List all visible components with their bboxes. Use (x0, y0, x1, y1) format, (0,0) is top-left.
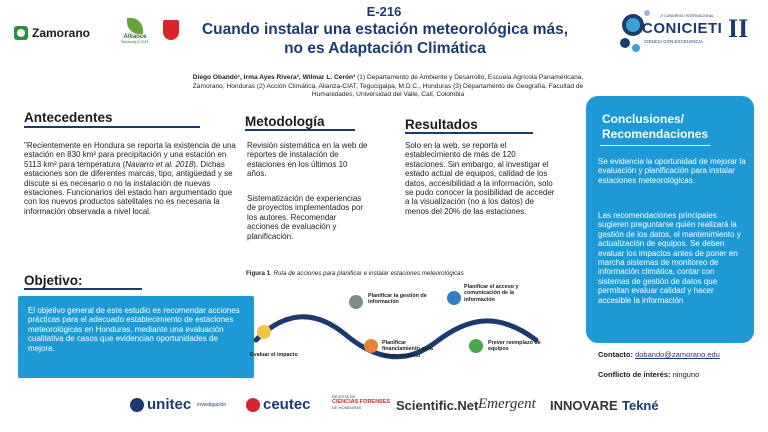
step-marker-4 (469, 339, 483, 353)
zamorano-logo (14, 26, 90, 40)
objetivo-text: El objetivo general de este estudio es recomendar acciones prácticas para el adecuado establecimiento de estaciones meteorológicas en Honduras, mediante una evaluación cualitativa de casos que evidencian oportunidades de mejora. (28, 306, 240, 353)
figure-caption (246, 270, 576, 277)
innovare-text: INNOVARE (550, 398, 618, 413)
ceutec-mark-icon (246, 398, 260, 412)
contact-label: Contacto: (598, 350, 636, 359)
tekne-text: Tekné (622, 398, 659, 413)
metodologia-paragraph-1: Revisión sistemática en la web de reportes de instalación de estaciones en los últimos 10 años. (247, 141, 368, 179)
authors-block (178, 74, 598, 100)
leaf-icon (127, 18, 143, 34)
step-label-2: Planificar financiamiento para mantenimiento (382, 340, 433, 359)
title-line-2: no es Adaptación Climática (284, 40, 486, 57)
conicieti-numeral: II (728, 14, 749, 43)
conclusiones-underline (600, 145, 710, 146)
bubble-icon (626, 18, 640, 32)
zamorano-mark-icon (14, 26, 28, 40)
step-label-4: Prever reemplazo de equipos (488, 340, 541, 353)
metodologia-heading: Metodología (245, 114, 355, 131)
zamorano-logo-text: Zamorano (32, 26, 91, 40)
bubble-icon (632, 44, 640, 52)
step-marker-3 (349, 295, 363, 309)
author-affiliations: (1) Departamento de Ambiente y Desarrollo, Escuela Agrícola Panamericana, Zamorano, Honduras (2) Acción Climática, Alianza-CIAT, Tegucigalpa, M.D.C., Honduras (3) Departamento de Geografía, Facultad de Humanidades, Universidad del Valle, Cali, Colombia (192, 74, 584, 99)
revista-logo (332, 394, 390, 410)
emergent-logo (478, 396, 536, 413)
resultados-text: Solo en la web, se reporta el establecimiento de más de 120 estaciones. Sin embargo, al investigar el estado actual de equipos, calidad de los datos, accesibilidad a la información, solo se pudo conocer la posibilidad de acceder a la visualización (no a los datos) de menos del 20% de las estaciones. (405, 141, 555, 216)
author-names: Diego Obando¹, Irma Ayes Rivera², Wilmar L. Cerón³ (192, 74, 356, 81)
bubble-icon (620, 38, 630, 48)
conicieti-name: CONICIETI (642, 20, 723, 37)
step-marker-1 (257, 325, 271, 339)
title-line-1: Cuando instalar una estación meteorológica más, (201, 21, 569, 38)
objetivo-box (18, 296, 254, 378)
conclusiones-paragraph-1: Se evidencia la oportunidad de mejorar la evaluación y planificación para instalar estaciones meteorológicas. (598, 157, 746, 185)
investigacion-text: investigación (197, 401, 227, 408)
step-label-5: Planificar el acceso y comunicación de la información (464, 284, 519, 303)
contact-email-link[interactable]: dobando@zamorano.edu (635, 350, 720, 359)
poster-code: E-216 (366, 4, 402, 19)
metodologia-paragraph-2: Sistematización de experiencias de proyectos implementados por los autores. Recomendar acciones de evaluación y planificación. (247, 194, 364, 241)
conclusiones-paragraph-2: Las recomendaciones principales sugieren preguntarse quién realizará la gestión de los datos, el mantenimiento y actualización de equipos. Se deben evaluar los impactos antes de poner en marcha sistemas de monitoreo de información climática, contar con sistemas de gestión de datos que permitan evaluar calidad y hacer accesible la información (598, 211, 741, 305)
antecedentes-citation: Navarro et al. 2018 (125, 159, 194, 169)
conicieti-logo (620, 8, 760, 58)
objetivo-heading: Objetivo: (24, 273, 142, 290)
innovare-logo (550, 398, 618, 413)
ceutec-logo (246, 396, 311, 413)
conclusiones-heading: Conclusiones/ Recomendaciones (602, 112, 709, 141)
resultados-heading: Resultados (405, 117, 533, 134)
step-label-3: Planificar la gestión de información (368, 293, 427, 306)
bubble-icon (644, 10, 650, 16)
unitec-mark-icon (130, 398, 144, 412)
antecedentes-heading: Antecedentes (24, 110, 200, 128)
conicieti-top-text: 2º CONGRESO INTERNACIONAL (660, 14, 714, 18)
revista-line-1: REVISTA DE (332, 394, 356, 399)
step-label-1: Evaluar el impacto (250, 352, 298, 358)
action-route-figure (246, 280, 576, 375)
conflict-line (598, 370, 699, 379)
conflict-label: Conflicto de interés: (598, 370, 671, 379)
poster-title (150, 20, 620, 58)
conflict-value: ninguno (670, 370, 700, 379)
revista-line-2: CIENCIAS FORENSES (332, 399, 391, 405)
ceutec-logo-text: ceutec (263, 396, 311, 413)
antecedentes-text (24, 141, 236, 216)
scientific-net-text: Scientific.Net (396, 398, 479, 413)
unitec-logo (130, 396, 226, 413)
tekne-logo (622, 398, 659, 413)
figure-caption-label: Figura 1 (246, 270, 271, 277)
revista-line-3: DE HONDURAS (332, 405, 362, 410)
antecedentes-text-pre: "Recientemente en Hondura se reporta la existencia de una estación en 830 km² para precipitación y una estación en 5113 km² para temperatura ( (24, 141, 236, 169)
step-marker-2 (364, 339, 378, 353)
step-marker-5 (447, 291, 461, 305)
alliance-logo-subtext: Bioversity & CIAT (121, 40, 149, 44)
unitec-logo-text: unitec (147, 396, 192, 413)
scientific-net-logo (396, 398, 478, 413)
contact-line (598, 350, 720, 359)
figure-caption-text: . Ruta de acciones para planificar e instalar estaciones meteorológicas (270, 270, 464, 277)
alliance-logo-text: Alliance (123, 34, 147, 40)
conicieti-subtitle: CIENCIA CON EXCELENCIA (644, 39, 704, 44)
antecedentes-text-post: ). Dichas estaciones son de diferentes marcas, tipo, antigüedad y se discute si es necesario o no la instalación de nuevas estaciones. Funcionarios del estado han argumentado que con los nuevos productos satelitales no es necesaria la información observada a nivel local. (24, 159, 233, 216)
emergent-text: Emergent (478, 396, 536, 412)
